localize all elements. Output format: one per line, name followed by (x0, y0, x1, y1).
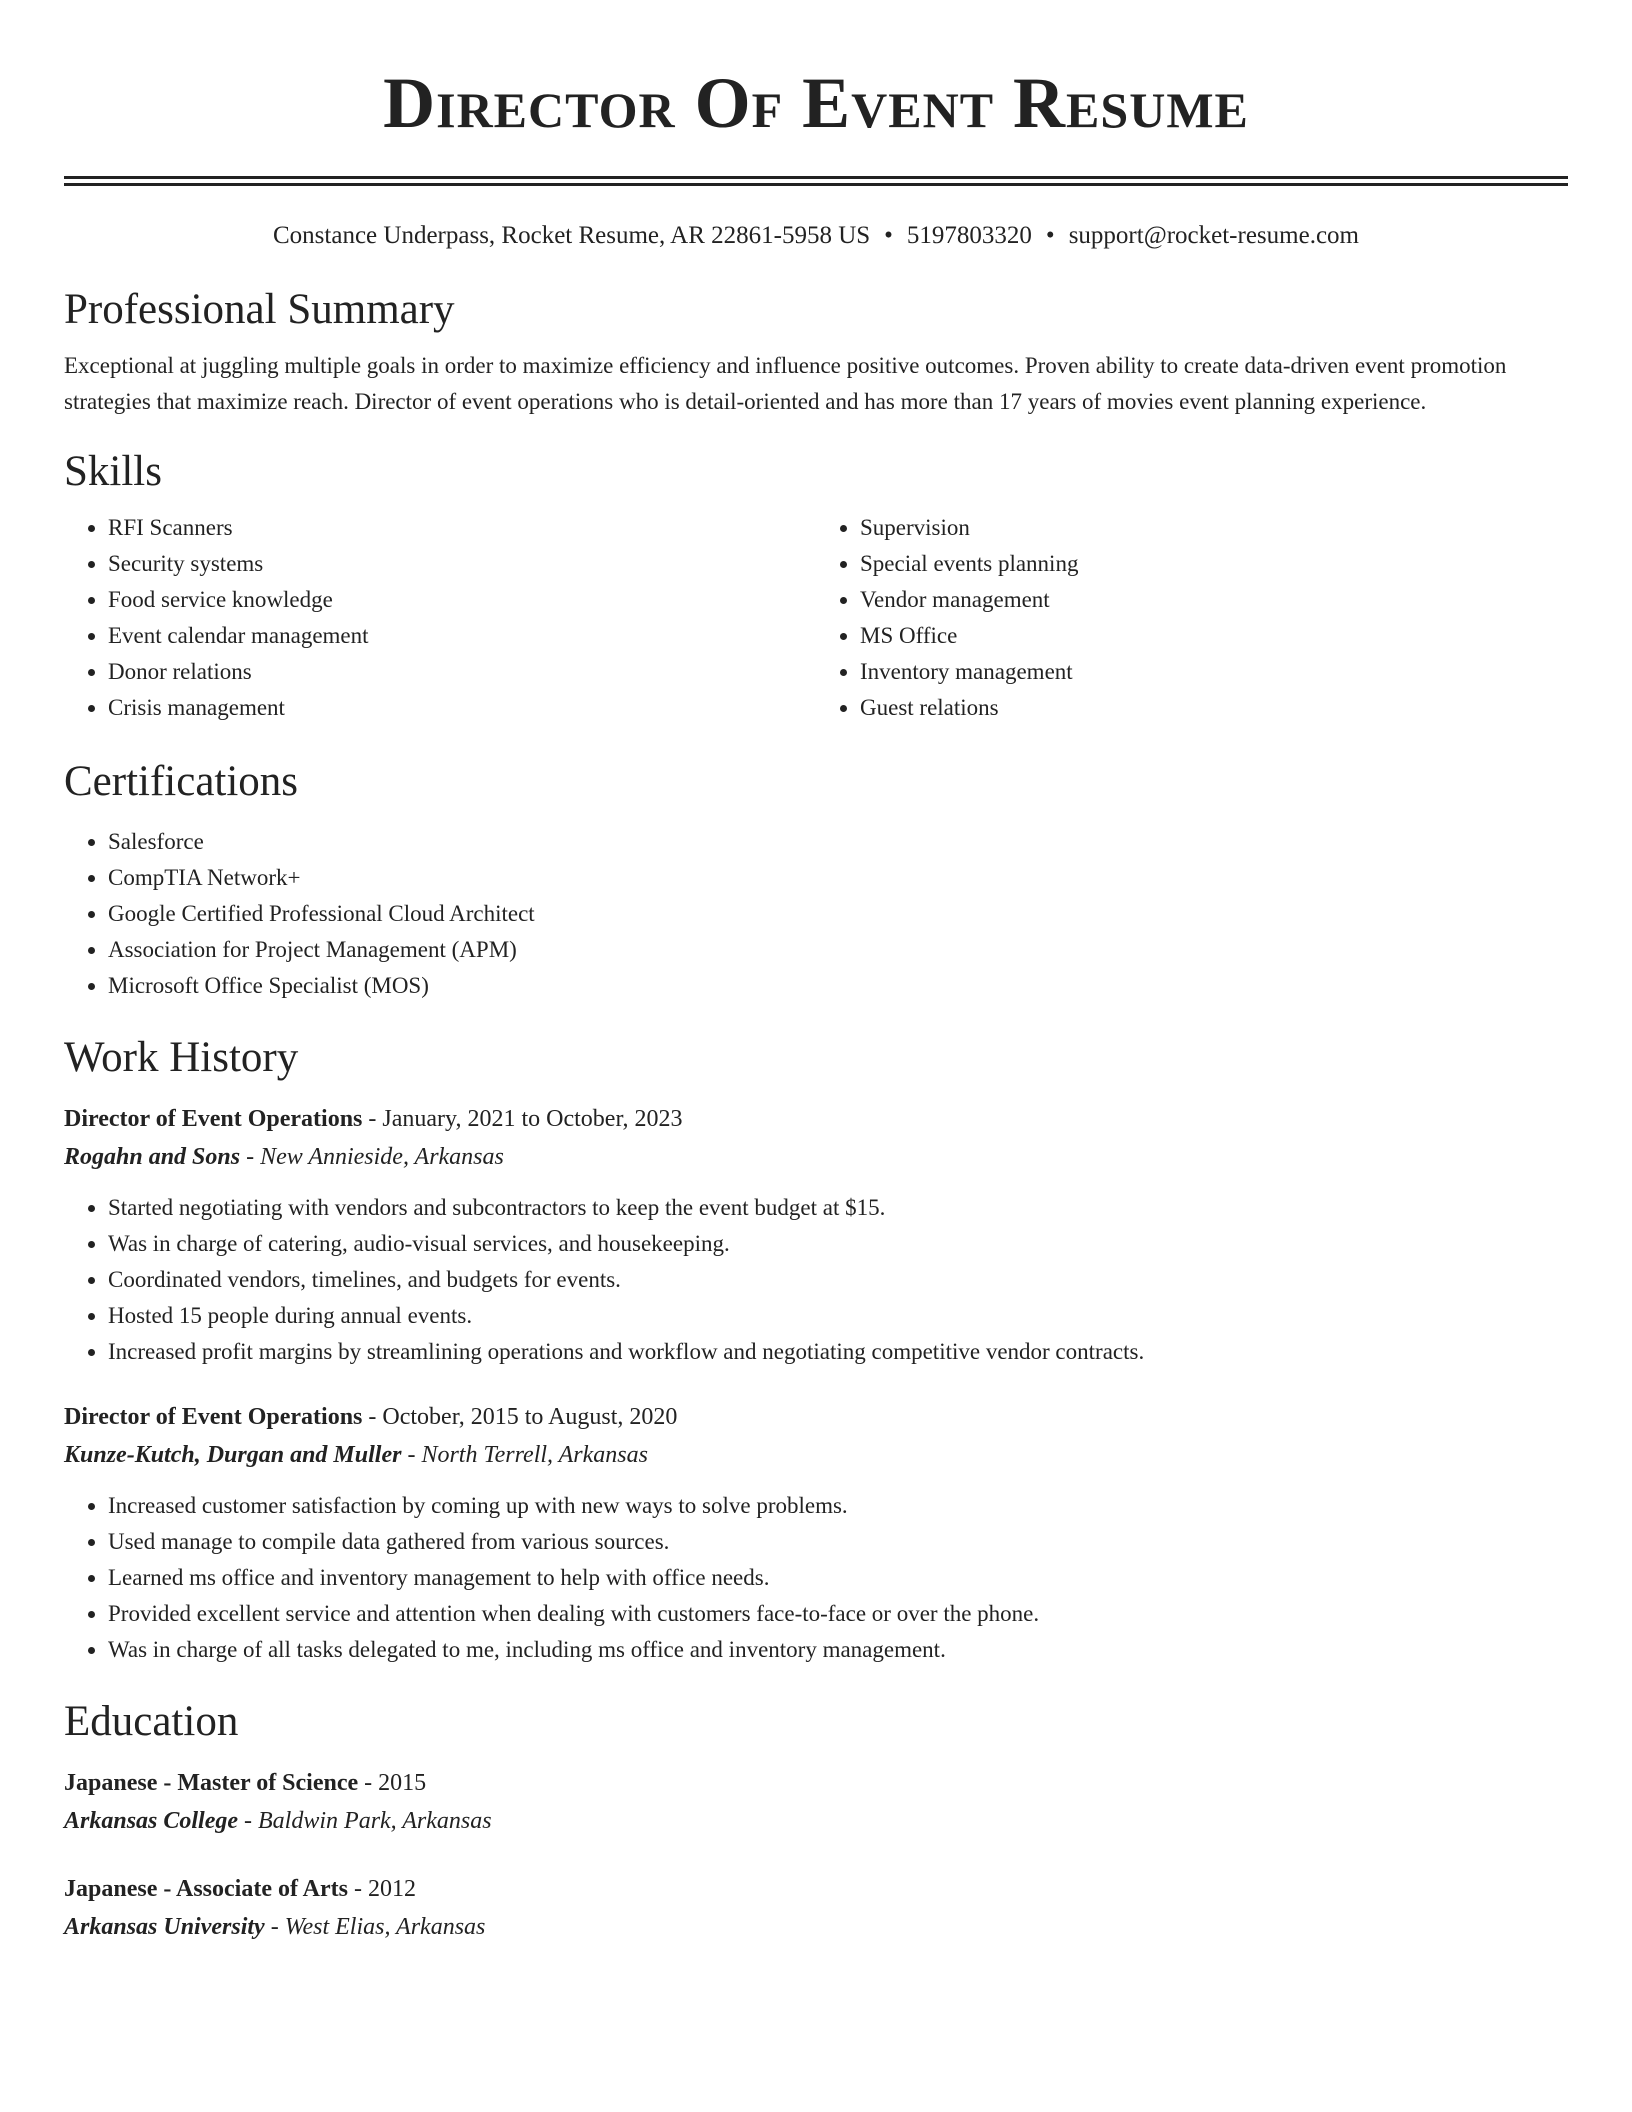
certification-item: • Google Certified Professional Cloud Architect (108, 896, 1568, 932)
education-school-line (64, 1908, 1568, 1946)
skill-item: • Food service knowledge (108, 582, 816, 618)
contact-phone: 5197803320 (906, 222, 1032, 249)
education-school-line (64, 1802, 1568, 1840)
contact-separator: • (1045, 222, 1055, 249)
contact-separator: • (884, 222, 893, 249)
education-header (64, 1870, 1568, 1908)
skills-grid (64, 510, 1568, 726)
education-year: - 2012 (347, 1876, 416, 1902)
education-entry (64, 1764, 1568, 1840)
skills-list-left (64, 510, 816, 726)
education-entry (64, 1870, 1568, 1946)
contact-address: Constance Underpass, Rocket Resume, AR 22861-5958 US (273, 222, 871, 249)
job-bullet: • Provided excellent service and attention when dealing with customers face-to-face or over the phone. (108, 1596, 1568, 1632)
skill-item: • RFI Scanners (108, 510, 816, 546)
job-dates: - January, 2021 to October, 2023 (362, 1106, 683, 1132)
education-heading: Education (64, 1698, 239, 1745)
job-bullet: • Increased customer satisfaction by coming up with new ways to solve problems. (108, 1488, 1568, 1524)
education-school: Arkansas University (64, 1914, 265, 1940)
resume-title: Director Of Event Resume (383, 63, 1249, 143)
skills-heading: Skills (64, 448, 162, 495)
job-bullet: • Coordinated vendors, timelines, and budgets for events. (108, 1262, 1568, 1298)
skill-item: • Donor relations (108, 654, 816, 690)
job-header (64, 1398, 1568, 1436)
education-location: - Baldwin Park, Arkansas (238, 1808, 492, 1834)
certification-item: • Salesforce (108, 824, 1568, 860)
skill-item: • Guest relations (860, 690, 1568, 726)
education-year: - 2015 (358, 1770, 427, 1796)
job-company: Rogahn and Sons (64, 1144, 241, 1170)
certifications-list (64, 824, 1568, 1004)
job-dates: - October, 2015 to August, 2020 (362, 1404, 678, 1430)
certification-item: • Microsoft Office Specialist (MOS) (108, 968, 1568, 1004)
job-bullets (64, 1488, 1568, 1668)
certification-item: • Association for Project Management (APM) (108, 932, 1568, 968)
skill-item: • Security systems (108, 546, 816, 582)
job-bullet: • Started negotiating with vendors and subcontractors to keep the event budget at $15. (108, 1190, 1568, 1226)
education-location: - West Elias, Arkansas (264, 1914, 486, 1940)
skill-item: • Supervision (860, 510, 1568, 546)
education-school: Arkansas College (64, 1808, 239, 1834)
education-header (64, 1764, 1568, 1802)
job-title: Director of Event Operations (64, 1404, 363, 1430)
job-entry (64, 1398, 1568, 1668)
job-bullet: • Increased profit margins by streamlining operations and workflow and negotiating competitive vendor contracts. (108, 1334, 1568, 1370)
summary-text: Exceptional at juggling multiple goals in order to maximize efficiency and influence positive outcomes. Proven ability to create data-driven event promotion strategies that maximize reach. Director of event operations who is detail-oriented and has more than 17 years of movies event planning experience. (64, 353, 1507, 414)
job-bullet: • Hosted 15 people during annual events. (108, 1298, 1568, 1334)
skill-item: • Event calendar management (108, 618, 816, 654)
work-history-heading: Work History (64, 1034, 299, 1081)
certification-item: • CompTIA Network+ (108, 860, 1568, 896)
skill-item: • Crisis management (108, 690, 816, 726)
skill-item: • Special events planning (860, 546, 1568, 582)
job-bullet: • Was in charge of all tasks delegated to me, including ms office and inventory management. (108, 1632, 1568, 1668)
skills-list-right (816, 510, 1568, 726)
skill-item: • MS Office (860, 618, 1568, 654)
job-entry (64, 1100, 1568, 1370)
skill-item: • Vendor management (860, 582, 1568, 618)
summary-heading: Professional Summary (64, 286, 455, 333)
certifications-heading: Certifications (64, 758, 299, 805)
job-header (64, 1100, 1568, 1138)
job-location: - North Terrell, Arkansas (401, 1442, 648, 1468)
contact-email: support@rocket-resume.com (1068, 222, 1359, 249)
job-bullet: • Was in charge of catering, audio-visual services, and housekeeping. (108, 1226, 1568, 1262)
contact-line (64, 218, 1568, 254)
skill-item: • Inventory management (860, 654, 1568, 690)
job-bullets (64, 1190, 1568, 1370)
job-company-line (64, 1138, 1568, 1176)
title-divider (64, 176, 1568, 186)
job-bullet: • Learned ms office and inventory management to help with office needs. (108, 1560, 1568, 1596)
job-company-line (64, 1436, 1568, 1474)
job-bullet: • Used manage to compile data gathered from various sources. (108, 1524, 1568, 1560)
education-degree: Japanese - Associate of Arts (64, 1876, 348, 1902)
job-company: Kunze-Kutch, Durgan and Muller (64, 1442, 402, 1468)
job-location: - New Annieside, Arkansas (240, 1144, 504, 1170)
job-title: Director of Event Operations (64, 1106, 363, 1132)
education-degree: Japanese - Master of Science (64, 1770, 359, 1796)
